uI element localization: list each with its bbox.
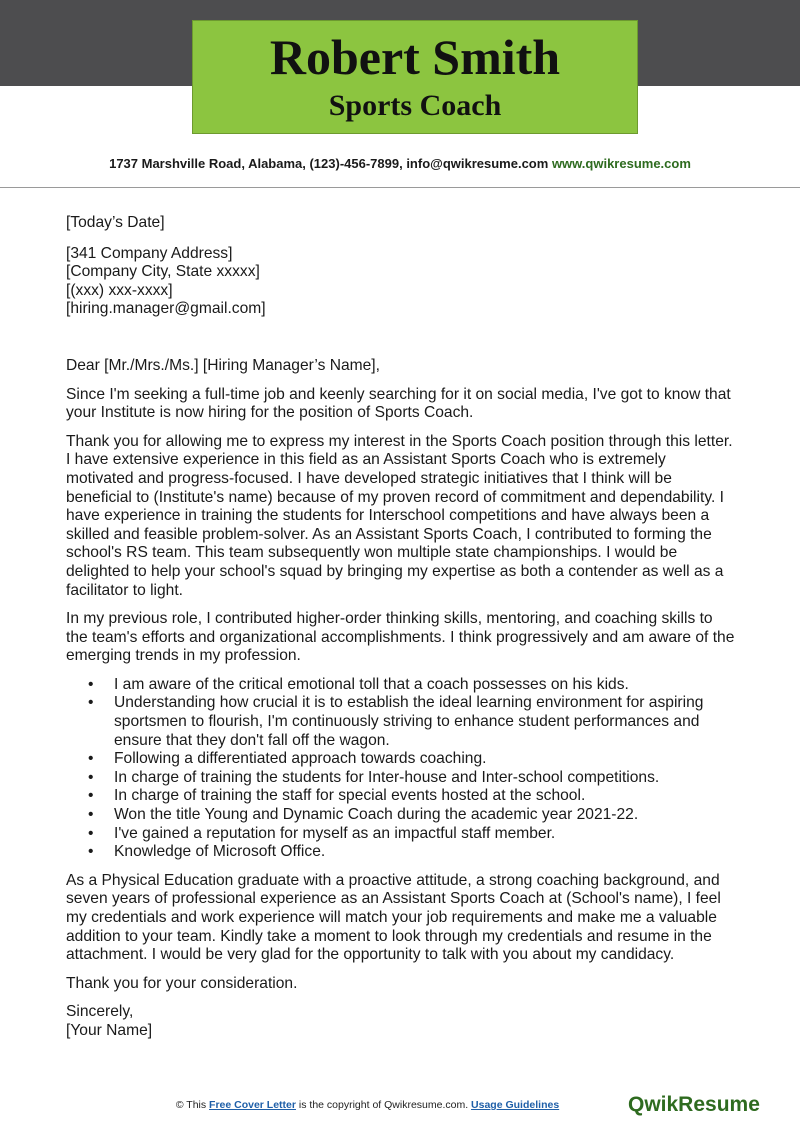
- salutation: Dear [Mr./Mrs./Ms.] [Hiring Manager’s Name],: [66, 356, 380, 374]
- paragraph-intro: Since I'm seeking a full-time job and keenly searching for it on social media, I've got to know that your Institute is now hiring for the position of Sports Coach.: [66, 385, 731, 422]
- address-line: [Company City, State xxxxx]: [66, 263, 260, 281]
- usage-guidelines-link[interactable]: Usage Guidelines: [471, 1099, 560, 1111]
- skills-list: [66, 676, 736, 862]
- applicant-name: Robert Smith: [269, 29, 561, 85]
- list-item: • Knowledge of Microsoft Office.: [114, 843, 736, 862]
- paragraph-experience: Thank you for allowing me to express my interest in the Sports Coach position through this letter. I have extensive experience in this field as an Assistant Sports Coach who is extremely motivated and progress-focused. I have developed strategic initiatives that I think will be beneficial to (Institute's name) because of my proven record of commitment and dependability. I have experience in training the students for Interschool competitions and have always been a skilled and feasible problem-solver. As an Assistant Sports Coach, I contributed to forming the school's RS team. This team subsequently won multiple state championships. I would be delighted to help your school's squad by bringing my expertise as both a contender as well as a facilitator to light.: [66, 432, 733, 599]
- signoff: Sincerely,: [66, 1003, 134, 1021]
- address-line: [341 Company Address]: [66, 244, 233, 262]
- letter-date: [Today’s Date]: [66, 214, 165, 231]
- closing-paragraph: As a Physical Education graduate with a proactive attitude, a strong coaching background, and seven years of professional experience as an Assistant Sports Coach at (School's name), I feel my credentials and work experience will match your job requirements and make me a valuable addition to your team. Kindly take a moment to look through my credentials and resume in the attachment. I would be very glad for the opportunity to talk with you about my candidacy.: [66, 871, 721, 964]
- letter-body: [66, 214, 736, 1041]
- list-item: • I am aware of the critical emotional toll that a coach possesses on his kids.: [114, 676, 736, 695]
- footer-prefix: © This: [175, 1099, 210, 1111]
- list-item: • In charge of training the staff for special events hosted at the school.: [114, 787, 736, 806]
- footer-copyright: [0, 1099, 735, 1111]
- paragraph-previous-role: In my previous role, I contributed higher-order thinking skills, mentoring, and coaching skills to the team's efforts and organizational accomplishments. I think progressively and am aware of the emerging trends in my profession.: [66, 610, 735, 665]
- list-item: • Won the title Young and Dynamic Coach during the academic year 2021-22.: [114, 806, 736, 825]
- thanks-line: Thank you for your consideration.: [66, 974, 298, 992]
- contact-line: [0, 156, 800, 171]
- footer-middle: is the copyright of Qwikresume.com.: [295, 1099, 472, 1111]
- signature: [Your Name]: [66, 1021, 153, 1039]
- list-item: • I've gained a reputation for myself as an impactful staff member.: [114, 825, 736, 844]
- list-item: • Understanding how crucial it is to establish the ideal learning environment for aspiring sportsmen to flourish, I'm continuously striving to enhance student performances and ensure that they don't fall off the wagon.: [114, 694, 736, 750]
- list-item: • Following a differentiated approach towards coaching.: [114, 750, 736, 769]
- address-line: [hiring.manager@gmail.com]: [66, 300, 266, 318]
- list-item: • In charge of training the students for Inter-house and Inter-school competitions.: [114, 769, 736, 788]
- qwikresume-logo: QwikResume: [628, 1093, 760, 1116]
- free-cover-letter-link[interactable]: Free Cover Letter: [209, 1099, 296, 1111]
- header-divider: [0, 187, 800, 188]
- website-link[interactable]: www.qwikresume.com: [551, 156, 691, 171]
- contact-details: 1737 Marshville Road, Alabama, (123)-456-7899, info@qwikresume.com: [109, 156, 549, 171]
- job-title: Sports Coach: [328, 89, 502, 122]
- address-line: [(xxx) xxx-xxxx]: [66, 281, 173, 299]
- name-box: [192, 20, 638, 134]
- recipient-address: [66, 245, 736, 319]
